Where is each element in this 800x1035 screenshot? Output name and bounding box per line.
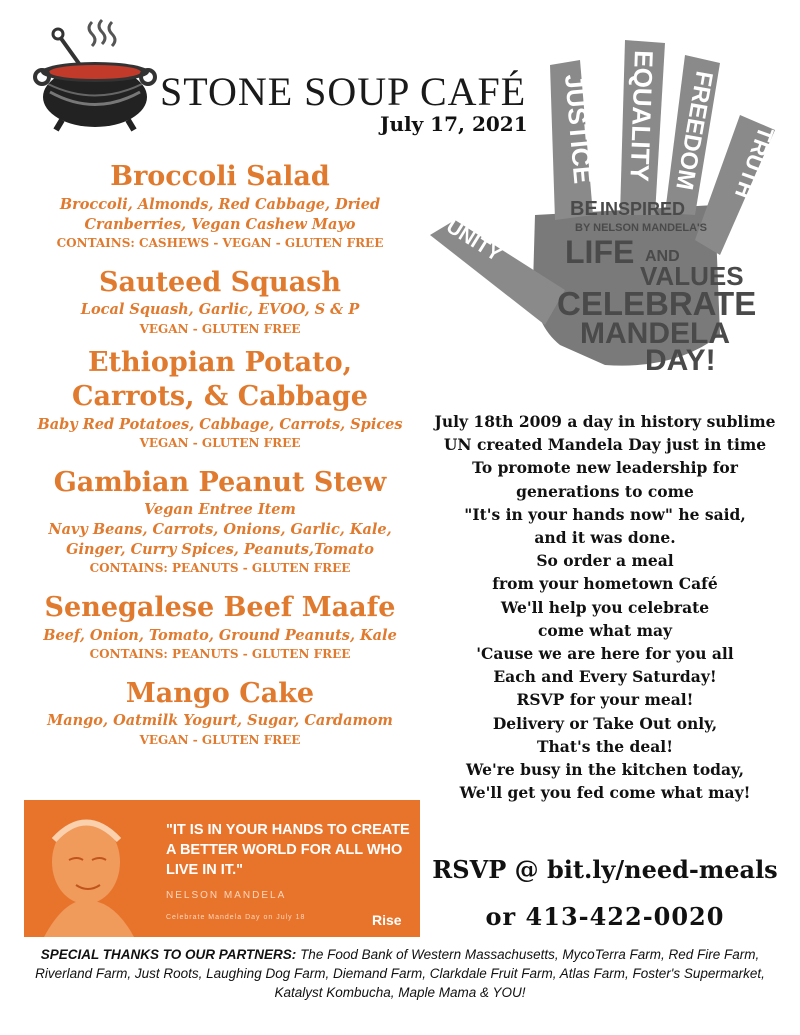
poem-line: We're busy in the kitchen today, [466, 760, 744, 780]
word-by-nelson: BY NELSON MANDELA'S [575, 222, 707, 234]
poem-line: UN created Mandela Day just in time [443, 435, 767, 455]
soup-pot-logo [30, 12, 160, 132]
menu-item [20, 591, 420, 663]
quote-banner [24, 800, 420, 937]
menu-date: July 17, 2021 [380, 112, 528, 136]
thanks-text: The Food Bank of Western Massachusetts, MycoTerra Farm, Red Fire Farm, Riverland Farm, Just Roots, Laughing Dog Farm, Diemand Farm, Clarkdale Fruit Farm, Atlas Farm, Foster's Supermarket, Katalyst Kombucha, Maple Mama & YOU! [35, 947, 765, 1000]
dish-subtitle: Vegan Entree Item [144, 501, 296, 519]
word-day: DAY! [645, 344, 716, 377]
dish-tags: CONTAINS: PEANUTS - GLUTEN FREE [89, 647, 351, 662]
menu-item [20, 677, 420, 749]
cafe-name: STONE SOUP CAFÉ [160, 69, 527, 114]
word-and: AND [645, 248, 680, 265]
poem-line: To promote new leadership for [472, 458, 738, 478]
poem-line: from your hometown Café [492, 574, 718, 594]
poem-line: RSVP for your meal! [516, 690, 694, 710]
word-truth: TRUTH [729, 123, 779, 202]
partners-thanks [20, 945, 780, 1002]
poem-line: So order a meal [536, 551, 674, 571]
poem-line: Each and Every Saturday! [493, 667, 717, 687]
dish-description: Local Squash, Garlic, EVOO, S & P [80, 301, 360, 319]
poem-line: That's the deal! [537, 736, 673, 756]
dish-name: Ethiopian Potato, Carrots, & Cabbage [72, 346, 368, 413]
dish-name: Broccoli Salad [110, 161, 330, 192]
poem-line: We'll get you fed come what may! [459, 783, 751, 803]
poem [420, 410, 790, 804]
word-be: BE [570, 198, 598, 220]
poem-line: and it was done. [534, 528, 676, 548]
dish-description: Beef, Onion, Tomato, Ground Peanuts, Kale [43, 626, 397, 644]
poem-line: We'll help you celebrate [500, 597, 710, 617]
poem-line: Delivery or Take Out only, [492, 713, 718, 733]
word-inspired: INSPIRED [600, 199, 686, 219]
rsvp-link[interactable]: RSVP @ bit.ly/need-meals [432, 855, 778, 884]
menu-list [20, 160, 420, 763]
dish-tags: VEGAN - GLUTEN FREE [139, 435, 301, 450]
hand-icon [415, 25, 785, 410]
quote-footnote: Celebrate Mandela Day on July 18 [166, 914, 306, 921]
menu-item [20, 160, 420, 252]
dish-name: Sauteed Squash [98, 266, 342, 298]
dish-name: Gambian Peanut Stew [53, 466, 387, 498]
cauldron-icon [30, 12, 160, 132]
dish-tags: VEGAN - GLUTEN FREE [139, 732, 301, 747]
rsvp-phone[interactable]: or 413-422-0020 [485, 902, 725, 931]
word-justice: JUSTICE [559, 72, 599, 185]
dish-name: Senegalese Beef Maafe [44, 592, 396, 624]
mandela-hand-graphic [415, 25, 785, 410]
quote-text: "IT IS IN YOUR HANDS TO CREATE A BETTER WORLD FOR ALL WHO LIVE IN IT." [166, 822, 410, 878]
thanks-heading: SPECIAL THANKS TO OUR PARTNERS: [40, 947, 301, 962]
poem-line: 'Cause we are here for you all [476, 644, 734, 664]
word-mandela: MANDELA [580, 317, 730, 350]
menu-item [20, 466, 420, 578]
word-equality: EQUALITY [624, 49, 659, 183]
poem-line: July 18th 2009 a day in history sublime [434, 412, 776, 431]
dish-tags: CONTAINS: CASHEWS - VEGAN - GLUTEN FREE [56, 236, 384, 251]
menu-item [20, 266, 420, 338]
word-freedom: FREEDOM [670, 68, 718, 192]
word-unity: UNITY [442, 215, 505, 267]
word-life: LIFE [565, 234, 635, 270]
dish-description: Baby Red Potatoes, Cabbage, Carrots, Spices [37, 415, 403, 433]
dish-description: Navy Beans, Carrots, Onions, Garlic, Kale, Ginger, Curry Spices, Peanuts,Tomato [48, 520, 392, 559]
quote-author: NELSON MANDELA [166, 890, 287, 901]
dish-tags: CONTAINS: PEANUTS - GLUTEN FREE [89, 561, 351, 576]
poem-line: come what may [537, 620, 673, 640]
dish-name: Mango Cake [125, 677, 315, 709]
poem-line: "It's in your hands now" he said, [464, 504, 746, 524]
dish-tags: VEGAN - GLUTEN FREE [139, 321, 301, 336]
menu-item [20, 346, 420, 452]
dish-description: Mango, Oatmilk Yogurt, Sugar, Cardamom [47, 712, 393, 730]
word-celebrate: CELEBRATE [557, 285, 757, 322]
poem-line: generations to come [516, 481, 694, 501]
mandela-portrait [24, 800, 164, 937]
rise-logo: Rise [372, 912, 402, 928]
word-values: VALUES [640, 261, 744, 291]
dish-description: Broccoli, Almonds, Red Cabbage, Dried Cranberries, Vegan Cashew Mayo [59, 195, 381, 233]
